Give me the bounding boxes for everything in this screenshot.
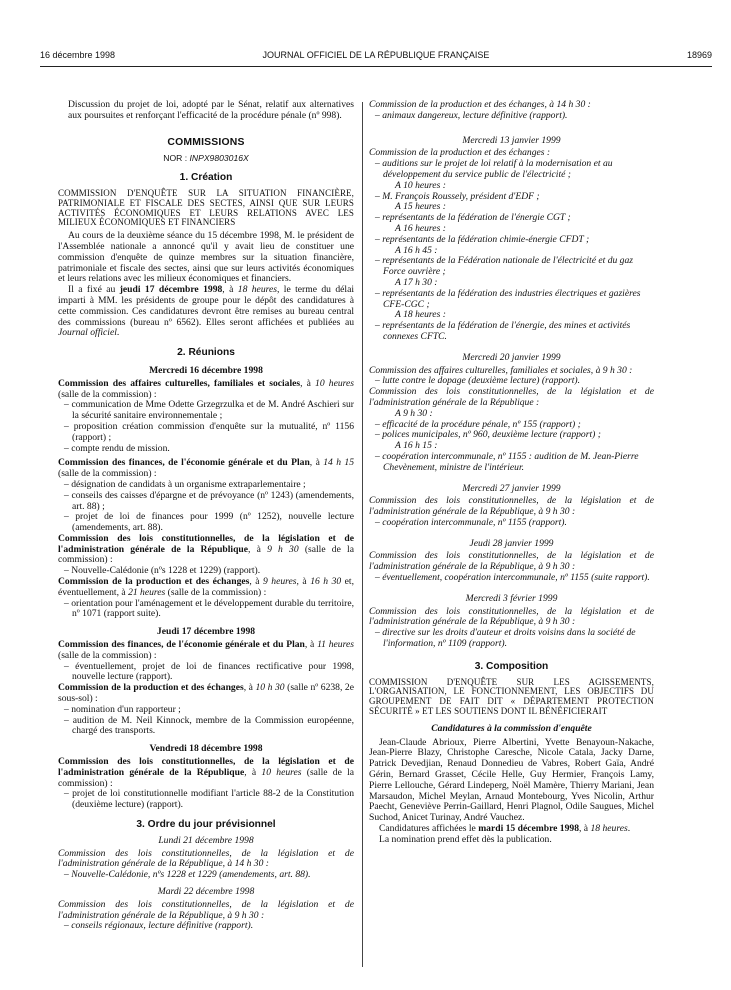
agenda-item: – Nouvelle-Calédonie (nºs 1228 et 1229) (rapport).: [64, 565, 261, 577]
day-heading: Mercredi 3 février 1999: [465, 592, 558, 604]
agenda-item: – conseils régionaux, lecture définitive (rapport).: [64, 920, 254, 932]
commission-entry: Commission des lois constitutionnelles, de la législation et de l'administration générale de la République, à 14 h 30 :: [58, 847, 354, 870]
agenda-item: – compte rendu de mission.: [64, 442, 170, 454]
time-label: A 16 heures :: [395, 222, 446, 234]
commission-entry: Commission des lois constitutionnelles, de la législation et de l'administration générale de la République, à 9 h 30 :: [369, 605, 654, 628]
agenda-item: – auditions sur le projet de loi relatif à la modernisation et au développement du service public de l'électricité ;: [375, 158, 613, 180]
candidatures-heading: Candidatures à la commission d'enquête: [431, 722, 592, 734]
reunions-heading: 2. Réunions: [177, 347, 235, 359]
day-heading: Mercredi 20 janvier 1999: [462, 351, 561, 363]
commission-entry: Commission des lois constitutionnelles, de la législation et de l'administration générale de la République, à 10 heures (salle de la commission) :: [58, 756, 355, 789]
commission-entry: Commission de la production et des échanges :: [369, 147, 551, 159]
nor-code: INPX9803016X: [189, 153, 249, 164]
header-rule: [40, 66, 712, 67]
agenda-item: – projet de loi constitutionnelle modifiant l'article 88-2 de la Constitution (deuxième lecture) (rapport).: [64, 788, 355, 811]
day-heading: Mardi 22 décembre 1998: [157, 886, 255, 897]
right-column: [369, 100, 654, 846]
commission-entry: Commission des lois constitutionnelles, de la législation et de l'administration générale de la République, à 9 h 30 :: [369, 550, 654, 573]
agenda-item: – éventuellement, projet de loi de finances rectificative pour 1998, nouvelle lecture (rapport).: [64, 660, 354, 683]
creation-heading: 1. Création: [179, 172, 233, 184]
time-label: A 15 heures :: [395, 201, 446, 213]
agenda-item: – éventuellement, coopération intercommunale, nº 1155 (suite rapport).: [375, 572, 650, 584]
agenda-item: – conseils des caisses d'épargne et de prévoyance (nº 1243) (amendements, art. 88) ;: [64, 489, 355, 512]
ordre-du-jour-heading: 3. Ordre du jour prévisionnel: [136, 819, 276, 831]
agenda-item: – polices municipales, nº 960, deuxième lecture (rapport) ;: [375, 429, 601, 441]
commission-entry: Commission des finances, de l'économie générale et du Plan, à 11 heures (salle de la commission) :: [58, 639, 354, 661]
day-heading: Vendredi 18 décembre 1998: [149, 743, 263, 755]
commission-entry: Commission des lois constitutionnelles, de la législation et de l'administration générale de la République :: [369, 386, 654, 408]
agenda-item: – directive sur les droits d'auteur et droits voisins dans la société de l'information, nº 1109 (rapport).: [375, 627, 636, 650]
agenda-item: – désignation de candidats à un organisme extraparlementaire ;: [64, 478, 306, 490]
agenda-item: – animaux dangereux, lecture définitive (rapport).: [375, 109, 568, 121]
commission-entry: Commission des lois constitutionnelles, de la législation et de l'administration générale de la République, à 9 h 30 :: [369, 495, 654, 518]
publication-note: La nomination prend effet dès la publication.: [379, 833, 552, 845]
day-heading: Jeudi 17 décembre 1998: [156, 626, 256, 638]
header-page-number: 18969: [686, 50, 712, 60]
time-label: A 17 h 30 :: [395, 276, 438, 288]
time-label: A 16 h 15 :: [395, 440, 438, 452]
commission-entry: Commission de la production et des échanges, à 14 h 30 :: [369, 99, 591, 110]
agenda-item: – représentants de la fédération de l'énergie CGT ;: [375, 212, 571, 224]
time-label: A 18 heures :: [395, 309, 446, 321]
commission-entry: Commission des lois constitutionnelles, de la législation et de l'administration générale de la République, à 9 h 30 :: [58, 898, 354, 921]
commission-entry: Commission des lois constitutionnelles, de la législation et de l'administration générale de la République, à 9 h 30 (salle de la commission) :: [58, 532, 354, 566]
intro-paragraph: Discussion du projet de loi, adopté par le Sénat, relatif aux alternatives aux poursuites et renforçant l'efficacité de la procédure pénale (nº 998).: [68, 99, 354, 121]
agenda-item: – Nouvelle-Calédonie, nºs 1228 et 1229 (amendements, art. 88).: [64, 869, 311, 881]
agenda-item: – communication de Mme Odette Grzegrzulka et de M. André Aschieri sur la sécurité sanitaire environnementale ;: [64, 399, 354, 422]
commission-entry: Commission des affaires culturelles, familiales et sociales, à 10 heures (salle de la commission) :: [58, 377, 354, 400]
agenda-item: – représentants de la fédération chimie-énergie CFDT ;: [375, 233, 590, 245]
day-heading: Mercredi 16 décembre 1998: [149, 364, 263, 376]
time-label: A 9 h 30 :: [395, 407, 433, 419]
agenda-item: – proposition création commission d'enquête sur la mutualité, nº 1156 (rapport) ;: [64, 420, 354, 443]
candidatures-posted: Candidatures affichées le mardi 15 décembre 1998, à 18 heures.: [379, 823, 631, 835]
column-separator: [362, 102, 363, 967]
page-header: [40, 50, 712, 64]
commissions-heading: COMMISSIONS: [167, 136, 245, 148]
agenda-item: – efficacité de la procédure pénale, nº 155 (rapport) ;: [375, 418, 581, 430]
day-heading: Mercredi 13 janvier 1999: [462, 134, 561, 146]
agenda-item: – coopération intercommunale, nº 1155 : audition de M. Jean-Pierre Chevènement, ministre de l'intérieur.: [375, 450, 639, 473]
commission-entry: Commission de la production et des échanges, à 9 heures, à 16 h 30 et, éventuellement, à 21 heures (salle de la commission) :: [58, 576, 354, 598]
nor-reference: NOR : INPX9803016X: [163, 153, 249, 164]
composition-heading: 3. Composition: [474, 660, 549, 672]
composition-commission-title: COMMISSION D'ENQUÊTE SUR LES AGISSEMENTS, L'ORGANISATION, LE FONCTIONNEMENT, LES OBJECTIFS DU GROUPEMENT DE FAIT DIT « DÉPARTEMENT PROTECTION SÉCURITÉ » ET LES SOUTIENS DONT IL BÉNÉFICIERAIT: [369, 676, 654, 717]
agenda-item: – orientation pour l'aménagement et le développement durable du territoire, nº 1071 (rapport suite).: [64, 597, 354, 620]
agenda-item: – représentants de la fédération de l'énergie, des mines et activités connexes CFTC.: [375, 320, 631, 342]
agenda-item: – projet de loi de finances pour 1999 (nº 1252), nouvelle lecture (amendements, art. 88).: [64, 511, 354, 534]
agenda-item: – audition de M. Neil Kinnock, membre de la Commission européenne, chargé des transports.: [64, 714, 354, 737]
day-heading: Jeudi 28 janvier 1999: [469, 537, 554, 549]
time-label: A 10 heures :: [395, 179, 446, 191]
agenda-item: – représentants de la Fédération nationale de l'électricité et du gaz Force ouvrière ;: [375, 255, 634, 278]
time-label: A 16 h 45 :: [395, 244, 438, 256]
candidates-list: Jean-Claude Abrioux, Pierre Albertini, Yvette Benayoun-Nakache, Jean-Pierre Blazy, Christophe Caresche, Nicole Catala, Jacky Darne, Patrick Devedjian, Renaud Donnedieu de Vabres, Robert Gaïa, André Gérin, Bernard Grasset, Cécile Helle, Guy Hermier, François Lamy, Pierre Lellouche, Gérard Lindeperg, Noël Mamère, Thierry Mariani, Jean Marsaudon, Michel Meylan, Arnaud Montebourg, Yves Nicolin, Arthur Paecht, Geneviève Perrin-Gaillard, Henri Plagnol, Odile Saugues, Michel Suchod, Anicet Turinay, André Vauchez.: [369, 736, 654, 824]
agenda-item: – lutte contre le dopage (deuxième lecture) (rapport).: [375, 375, 580, 387]
commission-entry: Commission de la production et des échanges, à 10 h 30 (salle nº 6238, 2e sous-sol) :: [58, 682, 354, 705]
agenda-item: – représentants de la fédération des industries électriques et gazières CFE-CGC ;: [375, 287, 641, 310]
creation-paragraph-2: Il a fixé au jeudi 17 décembre 1998, à 18 heures, le terme du délai imparti à MM. les présidents de groupe pour le dépôt des candidatures à cette commission. Ces candidatures devront être remises au bureau central des commissions (bureau nº 6562). Elles seront affichées et publiées au Journal officiel.: [58, 284, 354, 339]
header-journal-title: JOURNAL OFFICIEL DE LA RÉPUBLIQUE FRANÇAISE: [262, 50, 490, 60]
agenda-item: – M. François Roussely, président d'EDF ;: [375, 190, 540, 202]
day-heading: Mercredi 27 janvier 1999: [462, 482, 561, 494]
commission-entry: Commission des finances, de l'économie générale et du Plan, à 14 h 15 (salle de la commission) :: [58, 457, 355, 480]
left-column: [58, 100, 354, 932]
agenda-item: – coopération intercommunale, nº 1155 (rapport).: [375, 516, 567, 528]
agenda-item: – nomination d'un rapporteur ;: [64, 703, 181, 715]
creation-paragraph-1: Au cours de la deuxième séance du 15 décembre 1998, M. le président de l'Assemblée nationale a annoncé qu'il y avait lieu de constituer une commission d'enquête de quinze membres sur la situation financière, patrimoniale et fiscale des sectes, ainsi que sur leurs activités économiques et leurs relations avec les milieux économiques et financiers.: [58, 230, 354, 285]
header-date: 16 décembre 1998: [40, 50, 116, 60]
commission-entry: Commission des affaires culturelles, familiales et sociales, à 9 h 30 :: [369, 364, 633, 376]
day-heading: Lundi 21 décembre 1998: [158, 834, 254, 846]
creation-commission-title: COMMISSION D'ENQUÊTE SUR LA SITUATION FINANCIÈRE, PATRIMONIALE ET FISCALE DES SECTES, AINSI QUE SUR LEURS ACTIVITÉS ÉCONOMIQUES ET LEURS RELATIONS AVEC LES MILIEUX ÉCONOMIQUES ET FINANCIERS: [58, 187, 354, 228]
